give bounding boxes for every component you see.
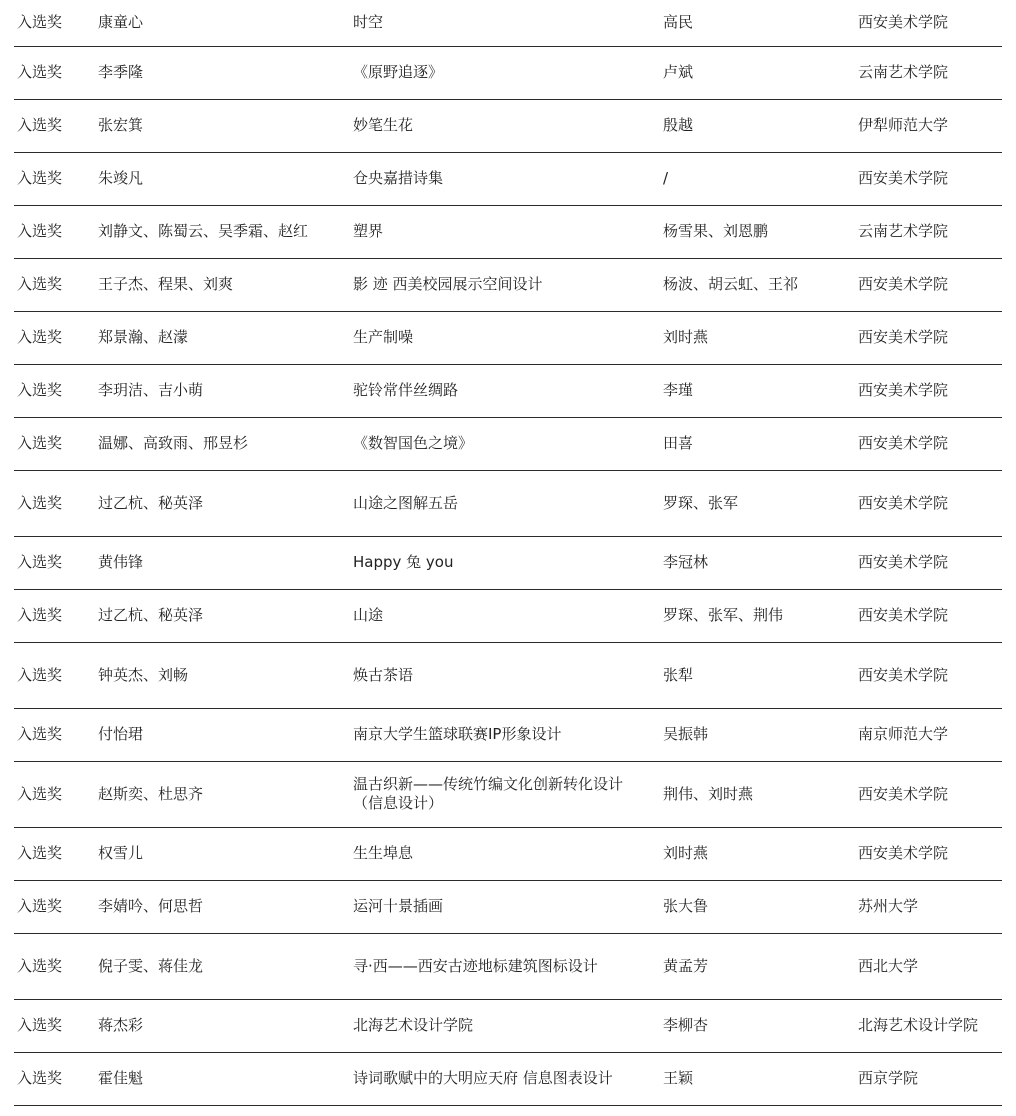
authors-cell: 刘静文、陈蜀云、吴季霜、赵红 — [95, 205, 350, 258]
authors-cell: 钟英杰、刘畅 — [95, 642, 350, 708]
award-cell: 入选奖 — [14, 417, 95, 470]
authors-cell: 李玥洁、吉小萌 — [95, 364, 350, 417]
award-cell: 入选奖 — [14, 827, 95, 880]
school-cell: 西安美术学院 — [855, 761, 1002, 827]
school-cell: 西安美术学院 — [855, 417, 1002, 470]
work-title-cell: Happy 兔 you — [350, 536, 660, 589]
table-row — [14, 880, 1002, 933]
authors-cell: 张宏箕 — [95, 99, 350, 152]
work-title-cell: 焕古茶语 — [350, 642, 660, 708]
authors-cell: 朱竣凡 — [95, 152, 350, 205]
authors-cell: 黄伟锋 — [95, 536, 350, 589]
table-row — [14, 46, 1002, 99]
table-row — [14, 258, 1002, 311]
school-cell: 西安美术学院 — [855, 470, 1002, 536]
award-cell: 入选奖 — [14, 258, 95, 311]
authors-cell: 赵斯奕、杜思齐 — [95, 761, 350, 827]
advisor-cell: 田喜 — [660, 417, 855, 470]
award-cell: 入选奖 — [14, 708, 95, 761]
award-list-table — [14, 0, 1002, 1106]
work-title-cell: 塑界 — [350, 205, 660, 258]
award-cell: 入选奖 — [14, 470, 95, 536]
authors-cell: 李婧吟、何思哲 — [95, 880, 350, 933]
authors-cell: 霍佳魁 — [95, 1052, 350, 1105]
award-cell: 入选奖 — [14, 761, 95, 827]
award-cell: 入选奖 — [14, 589, 95, 642]
school-cell: 西安美术学院 — [855, 258, 1002, 311]
authors-cell: 郑景瀚、赵濛 — [95, 311, 350, 364]
work-title-cell: 诗词歌赋中的大明应天府 信息图表设计 — [350, 1052, 660, 1105]
school-cell: 西安美术学院 — [855, 152, 1002, 205]
school-cell: 西安美术学院 — [855, 589, 1002, 642]
school-cell: 西京学院 — [855, 1052, 1002, 1105]
work-title-cell: 《原野追逐》 — [350, 46, 660, 99]
authors-cell: 温娜、高致雨、邢昱杉 — [95, 417, 350, 470]
advisor-cell: 李柳杏 — [660, 999, 855, 1052]
advisor-cell: 罗琛、张军 — [660, 470, 855, 536]
award-cell: 入选奖 — [14, 536, 95, 589]
table-row — [14, 417, 1002, 470]
advisor-cell: 吴振韩 — [660, 708, 855, 761]
award-list-body — [14, 0, 1002, 1105]
work-title-cell: 山途之图解五岳 — [350, 470, 660, 536]
authors-cell: 蒋杰彩 — [95, 999, 350, 1052]
advisor-cell: / — [660, 152, 855, 205]
advisor-cell: 王颖 — [660, 1052, 855, 1105]
advisor-cell: 张大鲁 — [660, 880, 855, 933]
table-row — [14, 152, 1002, 205]
authors-cell: 康童心 — [95, 0, 350, 46]
table-row — [14, 708, 1002, 761]
school-cell: 云南艺术学院 — [855, 205, 1002, 258]
work-title-cell: 生产制噪 — [350, 311, 660, 364]
authors-cell: 过乙杭、秘英泽 — [95, 589, 350, 642]
school-cell: 西安美术学院 — [855, 0, 1002, 46]
advisor-cell: 杨雪果、刘恩鹏 — [660, 205, 855, 258]
work-title-cell: 驼铃常伴丝绸路 — [350, 364, 660, 417]
table-row — [14, 0, 1002, 46]
school-cell: 伊犁师范大学 — [855, 99, 1002, 152]
work-title-cell: 《数智国色之境》 — [350, 417, 660, 470]
award-cell: 入选奖 — [14, 152, 95, 205]
advisor-cell: 黄孟芳 — [660, 933, 855, 999]
school-cell: 西安美术学院 — [855, 642, 1002, 708]
table-row — [14, 827, 1002, 880]
authors-cell: 倪子雯、蒋佳龙 — [95, 933, 350, 999]
work-title-cell: 温古织新——传统竹编文化创新转化设计（信息设计） — [350, 761, 660, 827]
table-row — [14, 999, 1002, 1052]
school-cell: 云南艺术学院 — [855, 46, 1002, 99]
advisor-cell: 卢斌 — [660, 46, 855, 99]
work-title-cell: 影 迹 西美校园展示空间设计 — [350, 258, 660, 311]
table-row — [14, 536, 1002, 589]
work-title-cell: 仓央嘉措诗集 — [350, 152, 660, 205]
award-cell: 入选奖 — [14, 999, 95, 1052]
work-title-cell: 寻·西——西安古迹地标建筑图标设计 — [350, 933, 660, 999]
table-row — [14, 1052, 1002, 1105]
work-title-cell: 时空 — [350, 0, 660, 46]
advisor-cell: 殷越 — [660, 99, 855, 152]
award-cell: 入选奖 — [14, 1052, 95, 1105]
authors-cell: 过乙杭、秘英泽 — [95, 470, 350, 536]
authors-cell: 付怡珺 — [95, 708, 350, 761]
advisor-cell: 罗琛、张军、荆伟 — [660, 589, 855, 642]
award-cell: 入选奖 — [14, 933, 95, 999]
award-cell: 入选奖 — [14, 364, 95, 417]
advisor-cell: 高民 — [660, 0, 855, 46]
award-cell: 入选奖 — [14, 880, 95, 933]
work-title-cell: 生生埠息 — [350, 827, 660, 880]
advisor-cell: 杨波、胡云虹、王祁 — [660, 258, 855, 311]
authors-cell: 王子杰、程果、刘爽 — [95, 258, 350, 311]
table-row — [14, 933, 1002, 999]
award-cell: 入选奖 — [14, 205, 95, 258]
advisor-cell: 刘时燕 — [660, 827, 855, 880]
table-row — [14, 470, 1002, 536]
award-cell: 入选奖 — [14, 0, 95, 46]
school-cell: 北海艺术设计学院 — [855, 999, 1002, 1052]
work-title-cell: 北海艺术设计学院 — [350, 999, 660, 1052]
award-cell: 入选奖 — [14, 99, 95, 152]
award-cell: 入选奖 — [14, 311, 95, 364]
advisor-cell: 李冠林 — [660, 536, 855, 589]
award-cell: 入选奖 — [14, 642, 95, 708]
work-title-cell: 南京大学生篮球联赛IP形象设计 — [350, 708, 660, 761]
school-cell: 南京师范大学 — [855, 708, 1002, 761]
table-row — [14, 99, 1002, 152]
school-cell: 西安美术学院 — [855, 536, 1002, 589]
advisor-cell: 张犁 — [660, 642, 855, 708]
table-row — [14, 589, 1002, 642]
table-row — [14, 311, 1002, 364]
school-cell: 苏州大学 — [855, 880, 1002, 933]
advisor-cell: 刘时燕 — [660, 311, 855, 364]
table-row — [14, 205, 1002, 258]
authors-cell: 李季隆 — [95, 46, 350, 99]
school-cell: 西安美术学院 — [855, 364, 1002, 417]
work-title-cell: 妙笔生花 — [350, 99, 660, 152]
advisor-cell: 李瑾 — [660, 364, 855, 417]
school-cell: 西北大学 — [855, 933, 1002, 999]
work-title-cell: 运河十景插画 — [350, 880, 660, 933]
school-cell: 西安美术学院 — [855, 827, 1002, 880]
school-cell: 西安美术学院 — [855, 311, 1002, 364]
work-title-cell: 山途 — [350, 589, 660, 642]
table-row — [14, 761, 1002, 827]
table-row — [14, 642, 1002, 708]
table-row — [14, 364, 1002, 417]
authors-cell: 权雪儿 — [95, 827, 350, 880]
advisor-cell: 荆伟、刘时燕 — [660, 761, 855, 827]
award-cell: 入选奖 — [14, 46, 95, 99]
